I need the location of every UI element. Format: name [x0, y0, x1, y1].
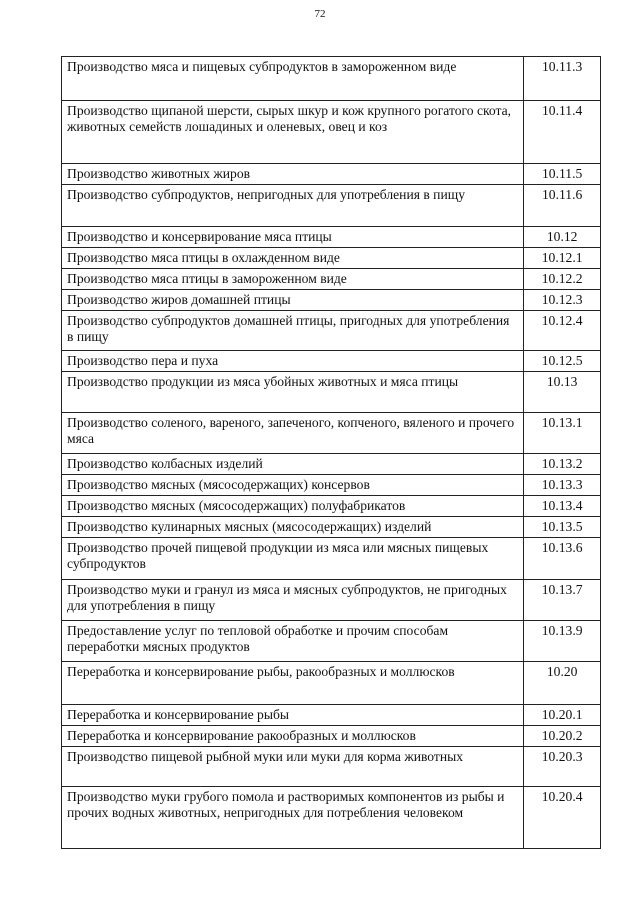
table-row	[62, 57, 601, 101]
activity-code: 10.13.2	[524, 454, 601, 475]
activity-code: 10.13	[524, 372, 601, 413]
activity-code: 10.13.7	[524, 580, 601, 621]
activity-code: 10.13.3	[524, 475, 601, 496]
page-number: 72	[314, 8, 326, 20]
activity-code: 10.12.4	[524, 311, 601, 351]
table-row	[62, 726, 601, 747]
activity-code: 10.12	[524, 227, 601, 248]
activity-code: 10.12.5	[524, 351, 601, 372]
activity-name: Производство муки грубого помола и растворимых компонентов из рыбы и прочих водных животных, непригодных для потребления человеком	[62, 787, 524, 849]
activity-name: Производство кулинарных мясных (мясосодержащих) изделий	[62, 517, 524, 538]
activity-name: Производство жиров домашней птицы	[62, 290, 524, 311]
activity-code: 10.20.2	[524, 726, 601, 747]
activity-code: 10.11.5	[524, 164, 601, 185]
table-row	[62, 621, 601, 662]
activity-name: Производство прочей пищевой продукции из мяса или мясных пищевых субпродуктов	[62, 538, 524, 580]
table-row	[62, 517, 601, 538]
table-row	[62, 662, 601, 705]
activity-code: 10.12.2	[524, 269, 601, 290]
table-row	[62, 580, 601, 621]
table-row	[62, 413, 601, 454]
activity-code: 10.20	[524, 662, 601, 705]
table-row	[62, 248, 601, 269]
table-row	[62, 164, 601, 185]
activity-name: Предоставление услуг по тепловой обработке и прочим способам переработки мясных продуктов	[62, 621, 524, 662]
activity-code: 10.20.4	[524, 787, 601, 849]
activity-code: 10.20.1	[524, 705, 601, 726]
activity-code: 10.20.3	[524, 747, 601, 787]
activity-code: 10.13.9	[524, 621, 601, 662]
activity-code: 10.13.6	[524, 538, 601, 580]
activity-name: Производство мяса и пищевых субпродуктов в замороженном виде	[62, 57, 524, 101]
table-row	[62, 185, 601, 227]
table-row	[62, 747, 601, 787]
table-row	[62, 351, 601, 372]
table-body	[62, 57, 601, 849]
table-row	[62, 372, 601, 413]
activity-name: Производство муки и гранул из мяса и мясных субпродуктов, не пригодных для употребления в пищу	[62, 580, 524, 621]
activity-name: Производство животных жиров	[62, 164, 524, 185]
activity-code: 10.13.1	[524, 413, 601, 454]
activity-name: Переработка и консервирование ракообразных и моллюсков	[62, 726, 524, 747]
table-row	[62, 290, 601, 311]
table-row	[62, 475, 601, 496]
table-row	[62, 787, 601, 849]
activity-name: Производство щипаной шерсти, сырых шкур и кож крупного рогатого скота, животных семейств лошадиных и оленевых, овец и коз	[62, 101, 524, 164]
table-row	[62, 454, 601, 475]
table-row	[62, 538, 601, 580]
activity-name: Производство мясных (мясосодержащих) полуфабрикатов	[62, 496, 524, 517]
activity-name: Производство пищевой рыбной муки или муки для корма животных	[62, 747, 524, 787]
table-row	[62, 705, 601, 726]
activity-name: Производство соленого, вареного, запеченого, копченого, вяленого и прочего мяса	[62, 413, 524, 454]
activity-code: 10.12.3	[524, 290, 601, 311]
activity-code: 10.11.3	[524, 57, 601, 101]
table-row	[62, 311, 601, 351]
table-row	[62, 269, 601, 290]
activity-name: Производство пера и пуха	[62, 351, 524, 372]
table-row	[62, 496, 601, 517]
activity-code: 10.11.4	[524, 101, 601, 164]
activity-name: Переработка и консервирование рыбы, ракообразных и моллюсков	[62, 662, 524, 705]
activity-code: 10.11.6	[524, 185, 601, 227]
activity-name: Переработка и консервирование рыбы	[62, 705, 524, 726]
activity-code: 10.13.4	[524, 496, 601, 517]
activity-code: 10.13.5	[524, 517, 601, 538]
activity-name: Производство мясных (мясосодержащих) консервов	[62, 475, 524, 496]
activity-name: Производство мяса птицы в охлажденном виде	[62, 248, 524, 269]
activity-name: Производство субпродуктов домашней птицы, пригодных для употребления в пищу	[62, 311, 524, 351]
table-row	[62, 101, 601, 164]
activity-name: Производство субпродуктов, непригодных для употребления в пищу	[62, 185, 524, 227]
table-row	[62, 227, 601, 248]
activity-codes-table	[61, 56, 601, 849]
activity-name: Производство колбасных изделий	[62, 454, 524, 475]
activity-name: Производство мяса птицы в замороженном виде	[62, 269, 524, 290]
activity-code: 10.12.1	[524, 248, 601, 269]
activity-name: Производство и консервирование мяса птицы	[62, 227, 524, 248]
activity-name: Производство продукции из мяса убойных животных и мяса птицы	[62, 372, 524, 413]
